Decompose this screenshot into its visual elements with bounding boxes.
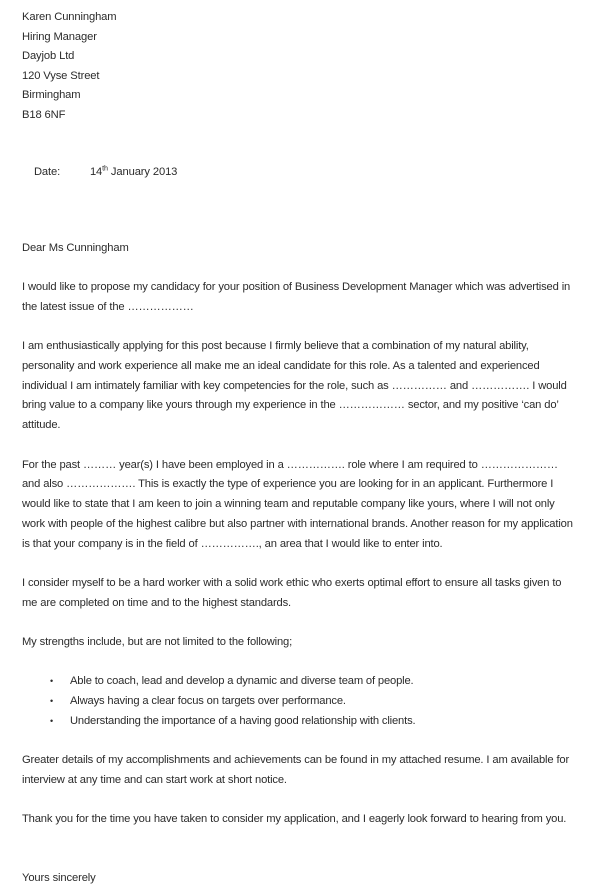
recipient-street: 120 Vyse Street xyxy=(22,69,100,82)
bullet-dot-icon: • xyxy=(50,696,53,707)
paragraph-resume-availability: Greater details of my accomplishments and achievements can be found in my attached resume. I am available for interview at any time and can start work at short notice. xyxy=(22,754,570,787)
recipient-address-block xyxy=(22,0,578,125)
recipient-name: Karen Cunningham xyxy=(22,11,117,23)
list-item-text: Understanding the importance of a having good relationship with clients. xyxy=(70,715,416,728)
date-day: 14 xyxy=(89,166,103,178)
date-label: Date: xyxy=(33,166,61,178)
spacer xyxy=(22,555,578,575)
spacer xyxy=(22,318,578,338)
sign-off: Yours sincerely xyxy=(22,872,96,885)
date-month-year: January 2013 xyxy=(107,166,178,178)
spacer xyxy=(22,850,578,870)
bullet-dot-icon: • xyxy=(50,716,53,727)
paragraph-motivation: I am enthusiastically applying for this post because I firmly believe that a combination of my natural ability, personality and work experience all make me an ideal candidate for this role. As a talented and experienced individual I am intimately familiar with key competencies for the role, such as …………… and ……………. I would bring value to a company like yours through my experience in the ……………… sector, and my positive ‘can do’ attitude. xyxy=(22,340,567,432)
paragraph-strengths-lead-in: My strengths include, but are not limited to the following; xyxy=(22,636,293,649)
paragraph-experience: For the past ……… year(s) I have been employed in a ……………. role where I am required to ………………… and also ………………. This is exactly the type of experience you are looking for in an applicant. Furthermore I would like to state that I am keen to join a winning team and reputable company like yours, where I will not only work with people of the highest calibre but also partner with international brands. Another reason for my application is that your company is in the field of ……………., an area that I would like to enter into. xyxy=(22,458,573,550)
paragraph-work-ethic: I consider myself to be a hard worker with a solid work ethic who exerts optimal effort to ensure all tasks given to me are completed on time and to the highest standards. xyxy=(22,577,562,609)
list-item xyxy=(22,692,578,712)
recipient-job-title: Hiring Manager xyxy=(22,30,97,43)
date-ordinal-suffix: th xyxy=(102,163,108,173)
spacer xyxy=(22,614,578,634)
paragraph-thank-you: Thank you for the time you have taken to consider my application, and I eagerly look forward to hearing from you. xyxy=(22,813,567,826)
paragraph-intro: I would like to propose my candidacy for your position of Business Development Manager which was advertised in the latest issue of the ……………… xyxy=(22,281,571,313)
spacer xyxy=(22,830,578,850)
date-value xyxy=(89,163,178,178)
strengths-list xyxy=(22,672,578,731)
recipient-city: Birmingham xyxy=(22,89,81,101)
list-item-text: Always having a clear focus on targets over performance. xyxy=(70,695,346,708)
bullet-dot-icon: • xyxy=(50,676,53,687)
spacer xyxy=(22,259,578,279)
spacer xyxy=(22,732,578,752)
list-item xyxy=(22,672,578,692)
spacer xyxy=(22,436,578,456)
spacer xyxy=(22,653,578,673)
salutation: Dear Ms Cunningham xyxy=(22,242,129,254)
date-line xyxy=(22,144,578,203)
recipient-company: Dayjob Ltd xyxy=(22,50,75,62)
spacer xyxy=(22,791,578,811)
list-item xyxy=(22,712,578,732)
list-item-text: Able to coach, lead and develop a dynamic and diverse team of people. xyxy=(70,675,414,688)
recipient-postcode: B18 6NF xyxy=(22,108,66,121)
